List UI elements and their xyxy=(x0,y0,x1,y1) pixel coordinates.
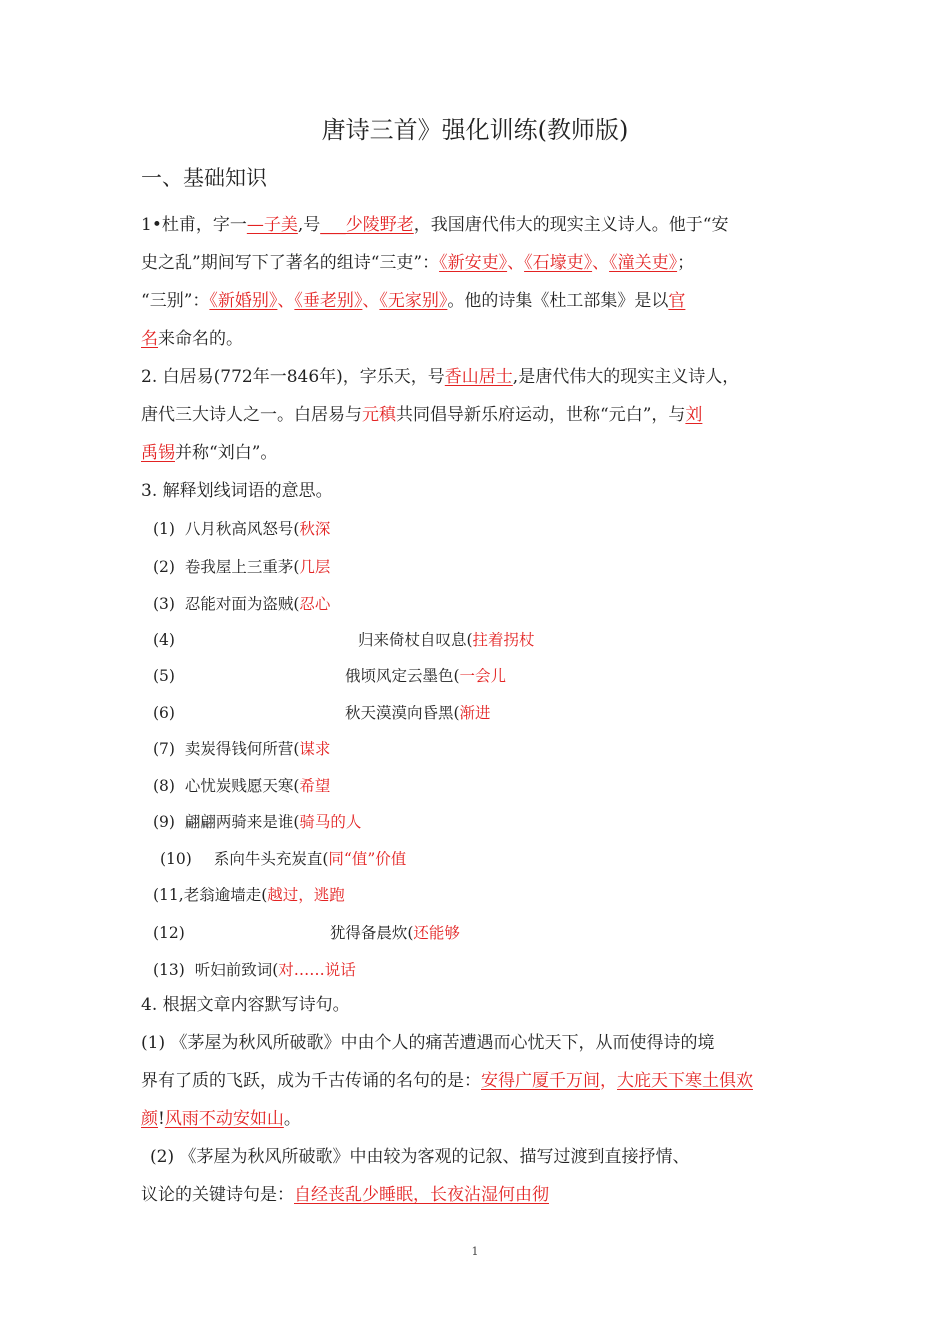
q4-p1-line-1: (1) 《茅屋为秋风所破歌》中由个人的痛苦遭遇而心忧天下，从而使得诗的境 xyxy=(141,1033,715,1053)
q1-text: ,号 xyxy=(297,215,321,235)
item-answer: 同“值”价值 xyxy=(328,850,407,868)
q1-text: 1•杜甫，字一 xyxy=(141,215,247,235)
item-number: (8) xyxy=(153,777,175,795)
item-answer: 一会儿 xyxy=(459,667,507,685)
item-number: (2) xyxy=(153,558,175,576)
q2-line-1 xyxy=(141,362,739,387)
item-text: 忍能对面为盗贼( xyxy=(184,595,300,613)
item-answer: 秋深 xyxy=(299,520,331,538)
answer-zi: —子美 xyxy=(246,215,298,235)
list-item xyxy=(153,921,460,943)
q1-line-3 xyxy=(141,286,685,311)
item-answer: 忍心 xyxy=(299,595,331,613)
item-number: (10) xyxy=(160,850,192,868)
item-text: 卖炭得钱何所营( xyxy=(184,740,300,758)
answer-li-3: 《潼关吏》 xyxy=(609,253,678,273)
q4-text: 。 xyxy=(283,1109,301,1129)
list-item xyxy=(153,517,330,539)
list-item xyxy=(153,592,330,614)
item-answer: 越过，逃跑 xyxy=(267,886,345,904)
q3-heading: 3. 解释划线词语的意思。 xyxy=(141,481,333,501)
q1-text: “三别”： xyxy=(141,291,210,311)
answer-guan-part2: 名 xyxy=(141,329,158,349)
item-number: (6) xyxy=(153,704,175,722)
item-number: (11, xyxy=(153,886,184,904)
page-title: 唐诗三首》强化训练(教师版) xyxy=(321,116,629,144)
q1-line-4 xyxy=(141,324,243,349)
separator: ， xyxy=(600,1071,617,1091)
item-number: (12) xyxy=(153,924,185,942)
separator: 、 xyxy=(592,253,610,273)
q1-text: ，我国唐代伟大的现实主义诗人。他于“安 xyxy=(413,215,729,235)
q2-line-2 xyxy=(141,400,702,425)
q2-text: 2. 白居易(772年一846年)，字乐天，号 xyxy=(141,367,445,387)
item-number: (7) xyxy=(153,740,175,758)
item-text: 归来倚杖自叹息( xyxy=(357,631,473,649)
q1-line-1 xyxy=(141,210,728,235)
q2-line-3 xyxy=(141,438,277,463)
q4-p1-line-2 xyxy=(141,1066,753,1091)
answer-liu-part1: 刘 xyxy=(685,405,703,425)
q4-heading: 4. 根据文章内容默写诗句。 xyxy=(141,995,350,1015)
item-text: 秋天漠漠向昏黑( xyxy=(344,704,460,722)
separator: 、 xyxy=(507,253,525,273)
q4-text: 界有了质的飞跃，成为千古传诵的名句的是： xyxy=(141,1071,481,1091)
item-number: (9) xyxy=(153,813,175,831)
q1-text: ； xyxy=(677,253,695,273)
list-item xyxy=(153,958,356,980)
answer-poem-3: 风雨不动安如山 xyxy=(164,1109,284,1129)
item-text: 老翁逾墙走( xyxy=(183,886,268,904)
q1-line-2 xyxy=(141,248,694,273)
q2-text: 共同倡导新乐府运动，世称“元白”，与 xyxy=(396,405,686,425)
answer-poem-4: 自经丧乱少睡眠，长夜沾湿何由彻 xyxy=(294,1185,549,1205)
separator: ! xyxy=(158,1109,165,1129)
answer-xiangshan: 香山居士 xyxy=(444,367,513,387)
item-text: 俄顷风定云墨色( xyxy=(344,667,460,685)
list-item xyxy=(153,701,491,723)
list-item xyxy=(153,628,535,650)
item-text: 卷我屋上三重茅( xyxy=(184,558,300,576)
item-text: 犹得备晨炊( xyxy=(329,924,414,942)
q2-text: ,是唐代伟大的现实主义诗人， xyxy=(512,367,740,387)
q4-text: 议论的关键诗句是： xyxy=(141,1185,294,1205)
answer-poem-2-end: 颜 xyxy=(141,1109,158,1129)
answer-poem-2: 大庇天下寒土俱欢 xyxy=(617,1071,753,1091)
item-answer: 拄着拐杖 xyxy=(472,631,535,649)
answer-liu-part2: 禹锡 xyxy=(141,443,175,463)
answer-bie-1: 《新婚别》 xyxy=(209,291,278,311)
q4-p2-line-2 xyxy=(141,1180,549,1205)
item-answer: 谋求 xyxy=(299,740,331,758)
answer-poem-1: 安得广厦千万间 xyxy=(481,1071,600,1091)
q1-text: 。他的诗集《杜工部集》是以 xyxy=(447,291,669,311)
item-number: (13) xyxy=(153,961,185,979)
q4-p1-line-3 xyxy=(141,1104,301,1129)
item-number: (1) xyxy=(153,520,175,538)
answer-hao: ___少陵野老 xyxy=(320,215,414,235)
item-answer: 希望 xyxy=(299,777,331,795)
item-answer: 渐进 xyxy=(459,704,491,722)
list-item xyxy=(153,883,345,905)
list-item xyxy=(153,664,506,686)
item-text: 翩翩两骑来是谁( xyxy=(184,813,300,831)
item-number: (3) xyxy=(153,595,175,613)
q2-text: 唐代三大诗人之一。白居易与 xyxy=(141,405,362,425)
item-text: 听妇前致词( xyxy=(194,961,279,979)
item-number: (5) xyxy=(153,667,175,685)
answer-li-2: 《石壕吏》 xyxy=(524,253,593,273)
list-item xyxy=(153,555,330,577)
item-answer: 骑马的人 xyxy=(299,813,362,831)
separator: 、 xyxy=(277,291,295,311)
answer-li-1: 《新安吏》 xyxy=(439,253,508,273)
list-item xyxy=(160,847,406,869)
item-answer: 几层 xyxy=(299,558,331,576)
q1-text: 史之乱”期间写下了著名的组诗“三吏”： xyxy=(141,253,440,273)
page-number: 1 xyxy=(471,1245,479,1258)
list-item xyxy=(153,810,361,832)
q4-p2-line-1: (2) 《茅屋为秋风所破歌》中由较为客观的记叙、描写过渡到直接抒情、 xyxy=(150,1147,690,1167)
answer-bie-3: 《无家别》 xyxy=(379,291,448,311)
answer-guan-part1: 官 xyxy=(668,291,686,311)
answer-yuanzhen: 元稹 xyxy=(362,405,396,425)
item-text: 心忧炭贱愿天寒( xyxy=(184,777,300,795)
item-answer: 还能够 xyxy=(413,924,460,942)
q2-text: 并称“刘白”。 xyxy=(175,443,278,463)
answer-bie-2: 《垂老别》 xyxy=(294,291,363,311)
item-text: 系向牛头充炭直( xyxy=(213,850,329,868)
section-heading: 一、基础知识 xyxy=(141,166,267,190)
separator: 、 xyxy=(362,291,380,311)
item-number: (4) xyxy=(153,631,175,649)
item-text: 八月秋高风怒号( xyxy=(184,520,300,538)
q1-text: 来命名的。 xyxy=(158,329,243,349)
list-item xyxy=(153,774,330,796)
list-item xyxy=(153,737,330,759)
item-answer: 对……说话 xyxy=(278,961,356,979)
